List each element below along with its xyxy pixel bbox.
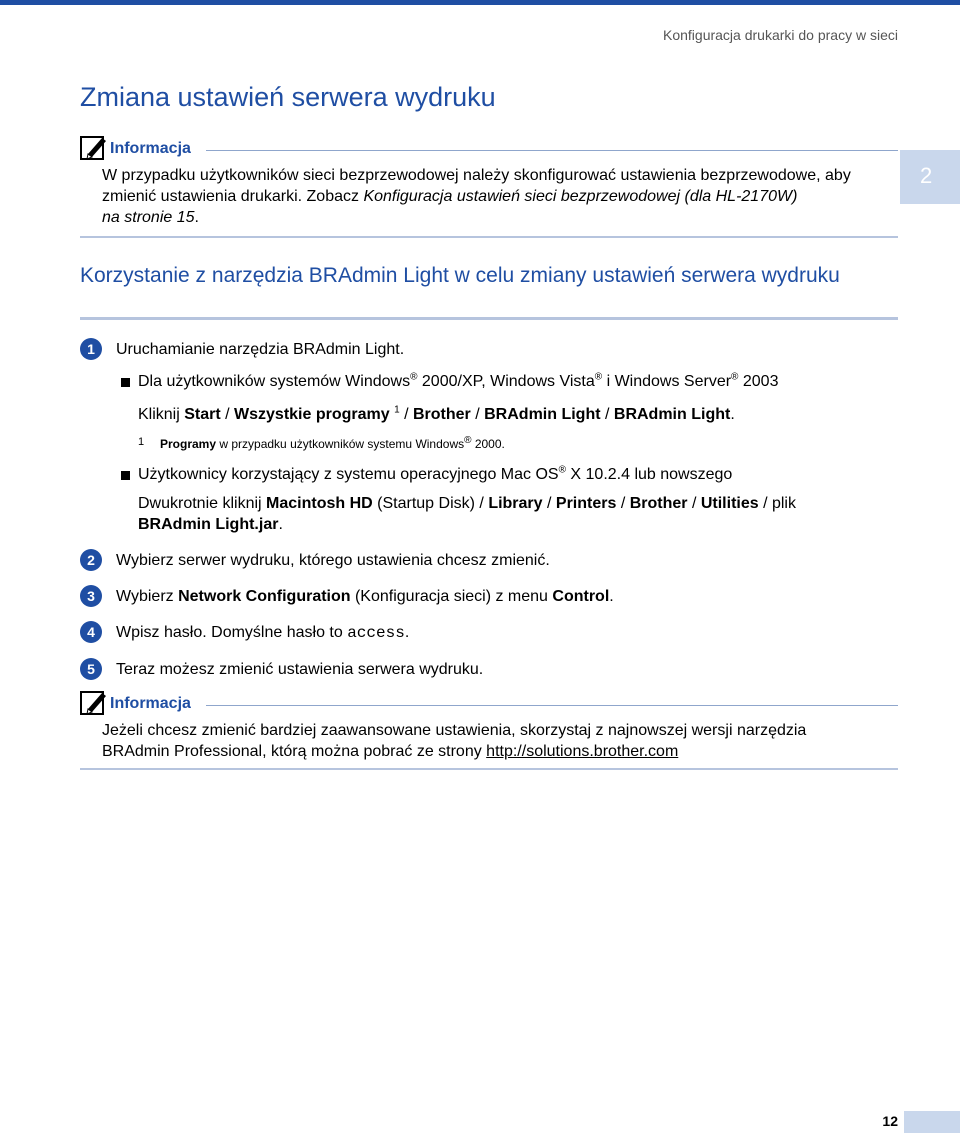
text: . bbox=[278, 516, 283, 533]
path-utilities: Utilities bbox=[700, 495, 759, 512]
note-text: zmienić ustawienia drukarki. Zobacz bbox=[102, 188, 364, 205]
text: i Windows Server bbox=[602, 373, 732, 390]
step-number: 2 bbox=[80, 549, 102, 571]
note-pencil-icon bbox=[80, 689, 108, 717]
text: Dla użytkowników systemów Windows bbox=[138, 373, 411, 390]
text: / bbox=[687, 495, 701, 512]
chapter-number: 2 bbox=[920, 163, 933, 188]
text: 2003 bbox=[738, 373, 779, 390]
chapter-tab bbox=[900, 150, 960, 204]
note-line bbox=[102, 741, 892, 762]
footnote-text bbox=[160, 437, 505, 451]
note-pencil-icon bbox=[80, 134, 108, 162]
step-number: 1 bbox=[80, 338, 102, 360]
note-header bbox=[80, 689, 898, 719]
registered-mark: ® bbox=[410, 371, 418, 383]
mac-path bbox=[138, 493, 878, 535]
note-crossref-page[interactable]: na stronie 15 bbox=[102, 209, 195, 226]
menu-path-programs: Wszystkie programy bbox=[234, 406, 390, 423]
step-text: Wybierz serwer wydruku, którego ustawienia chcesz zmienić. bbox=[116, 552, 550, 569]
menu-path-start: Start bbox=[184, 406, 221, 423]
text: Wybierz bbox=[116, 588, 179, 605]
note-line: W przypadku użytkowników sieci bezprzewodowej należy skonfigurować ustawienia bezprzewodowe, aby bbox=[102, 167, 851, 184]
note-rule bbox=[206, 705, 898, 706]
bullet-square bbox=[121, 378, 130, 387]
section-rule bbox=[80, 317, 898, 320]
note-header bbox=[80, 134, 898, 164]
note-body bbox=[102, 720, 892, 762]
text: / bbox=[474, 495, 489, 512]
text: Wpisz hasło. Domyślne hasło to bbox=[116, 624, 348, 641]
path-macintosh-hd: Macintosh HD bbox=[266, 495, 373, 512]
registered-mark: ® bbox=[464, 435, 472, 446]
menu-network-configuration: Network Configuration bbox=[178, 588, 351, 605]
text: . bbox=[609, 588, 614, 605]
text: Użytkownicy korzystający z systemu operacyjnego Mac OS bbox=[138, 466, 559, 483]
note-rule bbox=[206, 150, 898, 151]
path-printers: Printers bbox=[555, 495, 617, 512]
text: / bbox=[616, 495, 630, 512]
text: Kliknij bbox=[138, 406, 185, 423]
registered-mark: ® bbox=[558, 464, 566, 476]
menu-control: Control bbox=[552, 588, 610, 605]
text: / bbox=[470, 406, 485, 423]
text: BRAdmin Professional, którą można pobrać ze strony bbox=[102, 743, 487, 760]
text: 2000/XP, Windows Vista bbox=[417, 373, 595, 390]
note-line: Jeżeli chcesz zmienić bardziej zaawansowane ustawienia, skorzystaj z najnowszej wersji narzędzia bbox=[102, 722, 807, 739]
note-text: . bbox=[194, 209, 199, 226]
path-jar-file: BRAdmin Light.jar bbox=[138, 516, 279, 533]
menu-path-bradmin: BRAdmin Light bbox=[484, 406, 601, 423]
brother-solutions-link[interactable]: http://solutions.brother.com bbox=[486, 743, 679, 760]
step-number: 4 bbox=[80, 621, 102, 643]
default-password: access bbox=[347, 624, 405, 642]
menu-path-brother: Brother bbox=[413, 406, 471, 423]
text: X 10.2.4 lub nowszego bbox=[565, 466, 733, 483]
path-brother: Brother bbox=[629, 495, 688, 512]
text: / bbox=[600, 406, 614, 423]
step-text bbox=[116, 622, 409, 644]
bullet-square bbox=[121, 471, 130, 480]
text: w przypadku użytkowników systemu Windows bbox=[216, 437, 465, 451]
page-number: 12 bbox=[882, 1113, 898, 1129]
text: Programy bbox=[160, 437, 217, 451]
step-text: Teraz możesz zmienić ustawienia serwera wydruku. bbox=[116, 661, 484, 678]
footnote-number: 1 bbox=[138, 436, 145, 448]
step-number: 3 bbox=[80, 585, 102, 607]
text: / plik bbox=[758, 495, 796, 512]
note-label: Informacja bbox=[110, 695, 191, 712]
page-title: Zmiana ustawień serwera wydruku bbox=[80, 82, 496, 112]
click-path bbox=[138, 404, 878, 425]
text: . bbox=[404, 624, 410, 641]
note-line bbox=[102, 186, 892, 207]
text: / bbox=[220, 406, 235, 423]
text: (Konfiguracja sieci) z menu bbox=[350, 588, 553, 605]
bullet-windows bbox=[138, 371, 778, 393]
note-label: Informacja bbox=[110, 140, 191, 157]
text: . bbox=[730, 406, 735, 423]
bullet-mac bbox=[138, 464, 732, 486]
registered-mark: ® bbox=[594, 371, 603, 383]
text: (Startup Disk) bbox=[372, 495, 475, 512]
note-line bbox=[102, 207, 892, 228]
note-crossref[interactable]: Konfiguracja ustawień sieci bezprzewodowej (dla HL-2170W) bbox=[363, 188, 798, 205]
step-text bbox=[116, 586, 614, 608]
note-end-rule bbox=[80, 768, 898, 770]
running-header: Konfiguracja drukarki do pracy w sieci bbox=[663, 27, 898, 43]
registered-mark: ® bbox=[731, 371, 739, 383]
top-rule bbox=[0, 0, 960, 5]
section-title: Korzystanie z narzędzia BRAdmin Light w celu zmiany ustawień serwera wydruku bbox=[80, 264, 840, 287]
menu-path-bradmin: BRAdmin Light bbox=[613, 406, 731, 423]
text: Dwukrotnie kliknij bbox=[138, 495, 267, 512]
step-text: Uruchamianie narzędzia BRAdmin Light. bbox=[116, 341, 405, 358]
note-body bbox=[102, 165, 892, 228]
text: / bbox=[399, 406, 413, 423]
text: 2000. bbox=[471, 437, 505, 451]
step-number: 5 bbox=[80, 658, 102, 680]
path-library: Library bbox=[488, 495, 543, 512]
text: / bbox=[542, 495, 556, 512]
footnote-ref: 1 bbox=[394, 404, 400, 416]
note-end-rule bbox=[80, 236, 898, 238]
page-number-tab bbox=[904, 1111, 960, 1133]
